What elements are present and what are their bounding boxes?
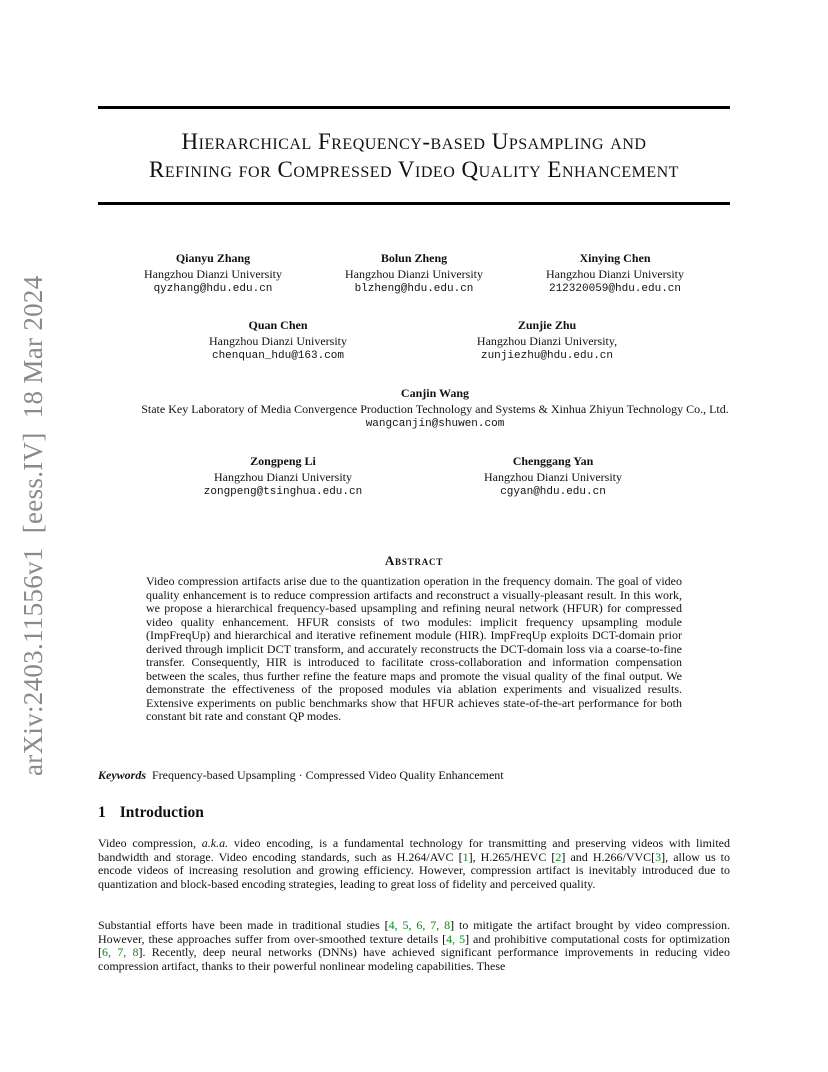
- author-block: [324, 251, 504, 298]
- author-name: Quan Chen: [248, 318, 308, 332]
- citation-number: 1: [462, 849, 469, 864]
- section-number: 1: [98, 804, 106, 821]
- citation-link[interactable]: [3]: [651, 849, 666, 864]
- citation-link[interactable]: [4, 5]: [442, 931, 470, 946]
- author-name: Zunjie Zhu: [517, 318, 577, 332]
- keywords-text: Frequency-based Upsampling · Compressed Video Quality Enhancement: [152, 768, 504, 782]
- author-block: [60, 386, 810, 433]
- citation-link[interactable]: [2]: [551, 849, 566, 864]
- title-bottom-rule: [98, 202, 730, 205]
- author-email: qyzhang@hdu.edu.cn: [153, 283, 273, 295]
- author-email: 212320059@hdu.edu.cn: [548, 283, 682, 295]
- arxiv-sidebar-stamp: [18, 275, 49, 776]
- citation-number: 4, 5: [446, 931, 466, 946]
- author-affiliation: Hangzhou Dianzi University: [214, 469, 352, 484]
- author-email: chenquan_hdu@163.com: [211, 350, 345, 362]
- author-block: [188, 318, 368, 365]
- text-run: Substantial efforts have been made in traditional studies: [98, 918, 385, 932]
- citation-link[interactable]: [4, 5, 6, 7, 8]: [384, 918, 455, 932]
- author-block: [123, 251, 303, 298]
- arxiv-category: [eess.IV]: [18, 432, 48, 534]
- section-heading: [98, 804, 204, 822]
- text-run: , allow us to encode videos of increasing resolution and growing efficiency. However, compression artifact is inevitably introduced due to quantization and block-based encoding strategies, leading to great loss of fidelity and perceived quality.: [98, 849, 730, 891]
- title-top-rule: [98, 106, 730, 109]
- author-email: cgyan@hdu.edu.cn: [500, 486, 606, 498]
- author-block: [463, 454, 643, 501]
- intro-paragraph-2: [98, 919, 730, 973]
- author-name: Zongpeng Li: [250, 454, 316, 468]
- author-block: [525, 251, 705, 298]
- section-title: Introduction: [119, 804, 204, 821]
- author-email: wangcanjin@shuwen.com: [365, 418, 505, 430]
- author-affiliation: Hangzhou Dianzi University: [144, 266, 282, 281]
- abstract-heading: Abstract: [384, 553, 444, 568]
- paper-title: [98, 128, 730, 184]
- intro-paragraph-1: [98, 837, 730, 891]
- citation-number: 4, 5, 6, 7, 8: [388, 918, 451, 932]
- text-run: and prohibitive computational costs for optimization: [469, 931, 731, 946]
- text-run: video encoding, is a fundamental technology for transmitting and preserving videos with limited bandwidth and storage. Video encoding standards, such as H.264/AVC: [98, 836, 730, 864]
- author-name: Qianyu Zhang: [175, 251, 251, 265]
- author-affiliation: Hangzhou Dianzi University: [209, 333, 347, 348]
- author-name: Bolun Zheng: [380, 251, 448, 265]
- citation-link[interactable]: [6, 7, 8]: [98, 945, 143, 959]
- author-name: Xinying Chen: [579, 251, 651, 265]
- author-affiliation: Hangzhou Dianzi University: [546, 266, 684, 281]
- author-email: zongpeng@tsinghua.edu.cn: [203, 486, 363, 498]
- text-run: and H.266/VVC: [565, 849, 652, 864]
- title-line-2: Refining for Compressed Video Quality Enhancement: [149, 157, 679, 182]
- author-affiliation: Hangzhou Dianzi University: [484, 469, 622, 484]
- title-line-1: Hierarchical Frequency-based Upsampling and: [181, 129, 647, 154]
- author-block: [457, 318, 637, 365]
- text-run: Video compression,: [98, 836, 202, 850]
- keywords-label: Keywords: [98, 768, 146, 782]
- citation-number: 3: [655, 849, 662, 864]
- author-affiliation: Hangzhou Dianzi University,: [476, 333, 618, 348]
- citation-number: 6, 7, 8: [102, 945, 139, 959]
- author-email: zunjiezhu@hdu.edu.cn: [480, 350, 614, 362]
- author-name: Chenggang Yan: [512, 454, 594, 468]
- author-affiliation: Hangzhou Dianzi University: [345, 266, 483, 281]
- text-run: . Recently, deep neural networks (DNNs) have achieved significant performance improvements in reducing video compression artifact, thanks to their powerful nonlinear modeling capabilities. These: [98, 945, 730, 973]
- text-run: to mitigate the artifact brought by video compression. However, these approaches suffer from over-smoothed texture details: [98, 918, 730, 946]
- arxiv-date: 18 Mar 2024: [18, 275, 48, 419]
- text-run: , H.265/HEVC: [472, 849, 552, 864]
- abstract-text: Video compression artifacts arise due to the quantization operation in the frequency domain. The goal of video quality enhancement is to reduce compression artifacts and reconstruct a visually-pleasant result. In this work, we propose a hierarchical frequency-based upsampling and refining neural network (HFUR) for compressed video quality enhancement. HFUR consists of two modules: implicit frequency upsampling module (ImpFreqUp) and hierarchical and iterative refinement module (HIR). ImpFreqUp exploits DCT-domain prior derived through implicit DCT transform, and accurately reconstructs the DCT-domain loss via a coarse-to-fine transfer. Consequently, HIR is introduced to facilitate cross-collaboration and information compensation between the scales, thus further refine the feature maps and promote the visual quality of the final output. We demonstrate the effectiveness of the proposed modules via ablation experiments and visualized results. Extensive experiments on public benchmarks show that HFUR achieves state-of-the-art performance for both constant bit rate and constant QP modes.: [146, 574, 682, 723]
- author-affiliation: State Key Laboratory of Media Convergence Production Technology and Systems & Xinhua Zhiyun Technology Co., Ltd.: [141, 401, 729, 416]
- citation-number: 2: [555, 849, 562, 864]
- author-name: Canjin Wang: [400, 386, 470, 400]
- citation-link[interactable]: [1]: [458, 849, 473, 864]
- author-block: [188, 454, 378, 501]
- author-email: blzheng@hdu.edu.cn: [354, 283, 474, 295]
- keywords: [98, 768, 504, 783]
- arxiv-id: arXiv:2403.11556v1: [18, 547, 48, 776]
- text-italic: a.k.a.: [201, 836, 229, 850]
